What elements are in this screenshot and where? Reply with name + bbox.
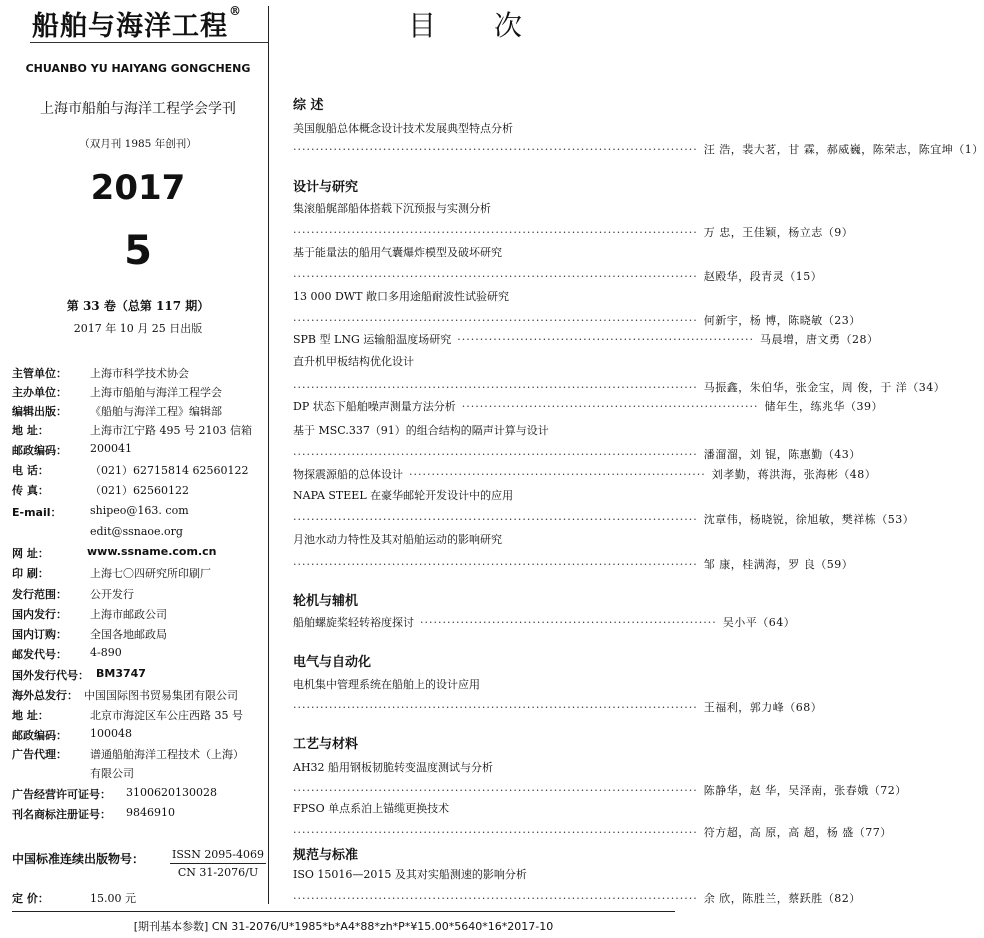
info-value: 《船舶与海洋工程》编辑部 <box>90 405 222 418</box>
leader-dots: ·························································································· <box>293 381 698 394</box>
frequency-note: （双月刊 1985 年创刊） <box>79 138 197 150</box>
article-authors: 刘孝勤，蒋洪海，张海彬（48） <box>711 468 877 481</box>
leader-dots: ·························································································· <box>293 784 698 797</box>
article-title[interactable]: FPSO 单点系泊上锚缆更换技术 <box>293 802 450 815</box>
info-row <box>12 482 272 500</box>
article-authors-line <box>293 782 907 798</box>
info-value: 上海市科学技术协会 <box>90 367 189 380</box>
article-authors: 马振鑫，朱伯华，张金宝，周 俊，于 洋（34） <box>703 381 946 394</box>
info-value: （021）62560122 <box>90 484 189 497</box>
article-authors: 何新宇，杨 博，陈晓敏（23） <box>703 314 861 327</box>
article-authors-line <box>293 141 984 157</box>
info-key: 主办单位： <box>12 386 67 399</box>
info-row <box>12 525 272 543</box>
toc-section-heading: 工艺与材料 <box>293 737 359 752</box>
article-authors: 潘溜溜，刘 锟，陈惠勤（43） <box>703 448 861 461</box>
journal-pinyin: CHUANBO YU HAIYANG GONGCHENG <box>25 62 251 75</box>
info-row <box>12 462 272 480</box>
table-of-contents <box>288 0 984 905</box>
article-authors: 万 忠，王佳颖，杨立志（9） <box>703 226 854 239</box>
info-key: 广告代理： <box>12 748 67 761</box>
info-key: 网 址： <box>12 547 49 560</box>
info-key: 传 真： <box>12 484 49 497</box>
info-key: 发行范围： <box>12 588 67 601</box>
toc-section-heading: 电气与自动化 <box>293 655 372 670</box>
journal-parameters: [期刊基本参数] CN 31-2076/U*1985*b*A4*88*zh*P*¥15.00*5640*16*2017-10 <box>133 920 554 933</box>
article-title: 船舶螺旋桨轻转裕度探讨 <box>293 616 414 629</box>
info-value: 有限公司 <box>90 767 134 780</box>
issn-box <box>170 848 266 879</box>
article-authors: 符方超，高 原，高 超，杨 盛（77） <box>703 826 892 839</box>
leader-dots: ·························································································· <box>293 892 698 905</box>
info-value: 100048 <box>90 727 132 740</box>
issn-number: ISSN 2095-4069 <box>170 848 266 864</box>
info-row <box>12 667 272 685</box>
cn-number: CN 31-2076/U <box>177 866 259 879</box>
leader-dots: ·································································· <box>461 400 759 413</box>
info-value: 3100620130028 <box>126 786 217 799</box>
price-value: 15.00 元 <box>90 892 136 905</box>
info-row <box>12 707 272 725</box>
info-key: 广告经营许可证号： <box>12 788 111 801</box>
info-row <box>12 545 272 563</box>
toc-entry[interactable] <box>293 466 877 482</box>
masthead-column <box>12 0 264 905</box>
info-row <box>12 403 272 421</box>
article-authors-line <box>293 312 861 328</box>
info-value: （021）62715814 62560122 <box>90 464 249 477</box>
article-authors: 储年生，练兆华（39） <box>764 400 883 413</box>
article-title[interactable]: NAPA STEEL 在豪华邮轮开发设计中的应用 <box>293 489 514 502</box>
article-authors: 吴小平（64） <box>722 616 796 629</box>
info-value: 谱通船舶海洋工程技术（上海） <box>90 748 244 761</box>
registered-mark: ® <box>229 4 242 18</box>
toc-entry[interactable] <box>293 614 796 630</box>
info-row <box>12 384 272 402</box>
article-authors: 陈静华，赵 华，吴泽南，张春娥（72） <box>703 784 907 797</box>
issn-row <box>12 850 272 886</box>
article-authors: 余 欣，陈胜兰，蔡跃胜（82） <box>703 892 861 905</box>
volume-line: 第 33 卷（总第 117 期） <box>66 299 210 313</box>
article-authors: 邹 康，桂满海，罗 良（59） <box>703 558 854 571</box>
article-title[interactable]: ISO 15016—2015 及其对实船测速的影响分析 <box>293 868 527 881</box>
info-row <box>12 687 272 705</box>
article-authors: 沈章伟，杨晓锐，徐旭敏，樊祥栋（53） <box>703 513 915 526</box>
info-value[interactable]: edit@ssnaoe.org <box>90 525 183 538</box>
info-value[interactable]: shipeo@163. com <box>90 504 189 517</box>
info-row <box>12 565 272 583</box>
leader-dots: ·································································· <box>457 333 755 346</box>
column-divider <box>268 6 269 904</box>
info-key: 印 刷： <box>12 567 49 580</box>
leader-dots: ·························································································· <box>293 513 698 526</box>
publication-date: 2017 年 10 月 25 日出版 <box>73 322 203 335</box>
info-value: 上海七〇四研究所印刷厂 <box>90 567 211 580</box>
article-title[interactable]: 基于能量法的船用气囊爆炸模型及破坏研究 <box>293 246 502 259</box>
info-row <box>12 626 272 644</box>
leader-dots: ·························································································· <box>293 270 698 283</box>
info-value: 北京市海淀区车公庄西路 35 号 <box>90 709 243 722</box>
toc-entry[interactable] <box>293 398 883 414</box>
article-authors: 汪 浩，裴大茗，甘 霖，郝威巍，陈荣志，陈宜坤（1） <box>703 143 984 156</box>
article-authors-line <box>293 446 861 462</box>
info-value: 中国国际图书贸易集团有限公司 <box>84 689 238 702</box>
info-key: 刊名商标注册证号： <box>12 808 111 821</box>
article-title[interactable]: 电机集中管理系统在船舶上的设计应用 <box>293 678 480 691</box>
article-title[interactable]: 基于 MSC.337（91）的组合结构的隔声计算与设计 <box>293 424 549 437</box>
info-row <box>12 365 272 383</box>
article-authors: 马晨增，唐文勇（28） <box>760 333 879 346</box>
info-key: 地 址： <box>12 709 49 722</box>
article-title[interactable]: AH32 船用钢板韧脆转变温度测试与分析 <box>293 761 494 774</box>
info-row <box>12 786 272 804</box>
issue-year: 2017 <box>90 168 186 208</box>
info-key: 编辑出版： <box>12 405 67 418</box>
society-name: 上海市船舶与海洋工程学会学刊 <box>40 101 236 117</box>
leader-dots: ·························································································· <box>293 448 698 461</box>
info-key: 国内订购： <box>12 628 67 641</box>
article-title[interactable]: 集滚船艉部船体搭载下沉预报与实测分析 <box>293 202 491 215</box>
toc-title: 目次 <box>408 9 581 42</box>
toc-section-heading: 规范与标准 <box>293 848 359 863</box>
info-value: 上海市邮政公司 <box>90 608 167 621</box>
article-title[interactable]: 13 000 DWT 敞口多用途船耐波性试验研究 <box>293 290 509 303</box>
leader-dots: ·························································································· <box>293 226 698 239</box>
leader-dots: ·························································································· <box>293 701 698 714</box>
info-key: 主管单位： <box>12 367 67 380</box>
article-authors-line <box>293 379 946 395</box>
logo-underline <box>30 42 268 43</box>
article-authors-line <box>293 556 854 572</box>
journal-logo: 船舶与海洋工程® <box>32 4 242 42</box>
info-row <box>12 646 272 664</box>
info-value: 4-890 <box>90 646 122 659</box>
info-key: 邮政编码： <box>12 729 67 742</box>
article-title: 物探震源船的总体设计 <box>293 468 403 481</box>
info-row <box>12 422 272 440</box>
info-value: 上海市江宁路 495 号 2103 信箱 <box>90 424 252 437</box>
article-authors-line <box>293 224 854 240</box>
info-row <box>12 727 272 745</box>
footer-rule <box>12 911 675 912</box>
leader-dots: ·························································································· <box>293 143 698 156</box>
leader-dots: ·························································································· <box>293 558 698 571</box>
toc-entry[interactable] <box>293 331 879 347</box>
article-title[interactable]: 美国舰船总体概念设计技术发展典型特点分析 <box>293 122 513 135</box>
info-key: 海外总发行： <box>12 689 78 702</box>
info-row <box>12 765 272 783</box>
issue-number: 5 <box>124 228 152 274</box>
article-authors: 赵殿华，段青灵（15） <box>703 270 823 283</box>
issn-key: 中国标准连续出版物号： <box>12 852 145 866</box>
info-key: 电 话： <box>12 464 49 477</box>
info-value: 全国各地邮政局 <box>90 628 167 641</box>
info-value: BM3747 <box>96 667 146 680</box>
info-row <box>12 586 272 604</box>
article-authors-line <box>293 890 861 906</box>
price-row <box>12 890 272 908</box>
article-authors-line <box>293 511 915 527</box>
info-row <box>12 442 272 460</box>
info-key: 国外发行代号： <box>12 669 89 682</box>
info-key: 邮政编码： <box>12 444 67 457</box>
leader-dots: ·································································· <box>409 468 706 481</box>
info-value: 200041 <box>90 442 132 455</box>
article-title[interactable]: 直升机甲板结构优化设计 <box>293 355 414 368</box>
info-key: 国内发行： <box>12 608 67 621</box>
article-authors-line <box>293 268 823 284</box>
info-row <box>12 606 272 624</box>
info-row <box>12 806 272 824</box>
article-title: SPB 型 LNG 运输船温度场研究 <box>293 333 452 346</box>
price-key: 定 价： <box>12 892 49 905</box>
leader-dots: ·························································································· <box>293 826 698 839</box>
info-value: 上海市船舶与海洋工程学会 <box>90 386 222 399</box>
toc-section-heading: 轮机与辅机 <box>293 594 359 609</box>
article-authors-line <box>293 824 892 840</box>
info-value: 公开发行 <box>90 588 134 601</box>
info-row <box>12 504 272 522</box>
leader-dots: ·························································································· <box>293 314 698 327</box>
leader-dots: ·································································· <box>420 616 717 629</box>
article-title[interactable]: 月池水动力特性及其对船舶运动的影响研究 <box>293 533 502 546</box>
article-authors-line <box>293 699 823 715</box>
info-value[interactable]: www.ssname.com.cn <box>87 545 217 558</box>
toc-section-heading: 设计与研究 <box>293 180 359 195</box>
info-value: 9846910 <box>126 806 175 819</box>
info-row <box>12 746 272 764</box>
info-key: E-mail： <box>12 506 62 519</box>
article-authors: 王福利，郭力峰（68） <box>703 701 823 714</box>
info-key: 邮发代号： <box>12 648 67 661</box>
info-key: 地 址： <box>12 424 49 437</box>
toc-section-heading: 综 述 <box>293 98 324 113</box>
article-title: DP 状态下船舶噪声测量方法分析 <box>293 400 456 413</box>
